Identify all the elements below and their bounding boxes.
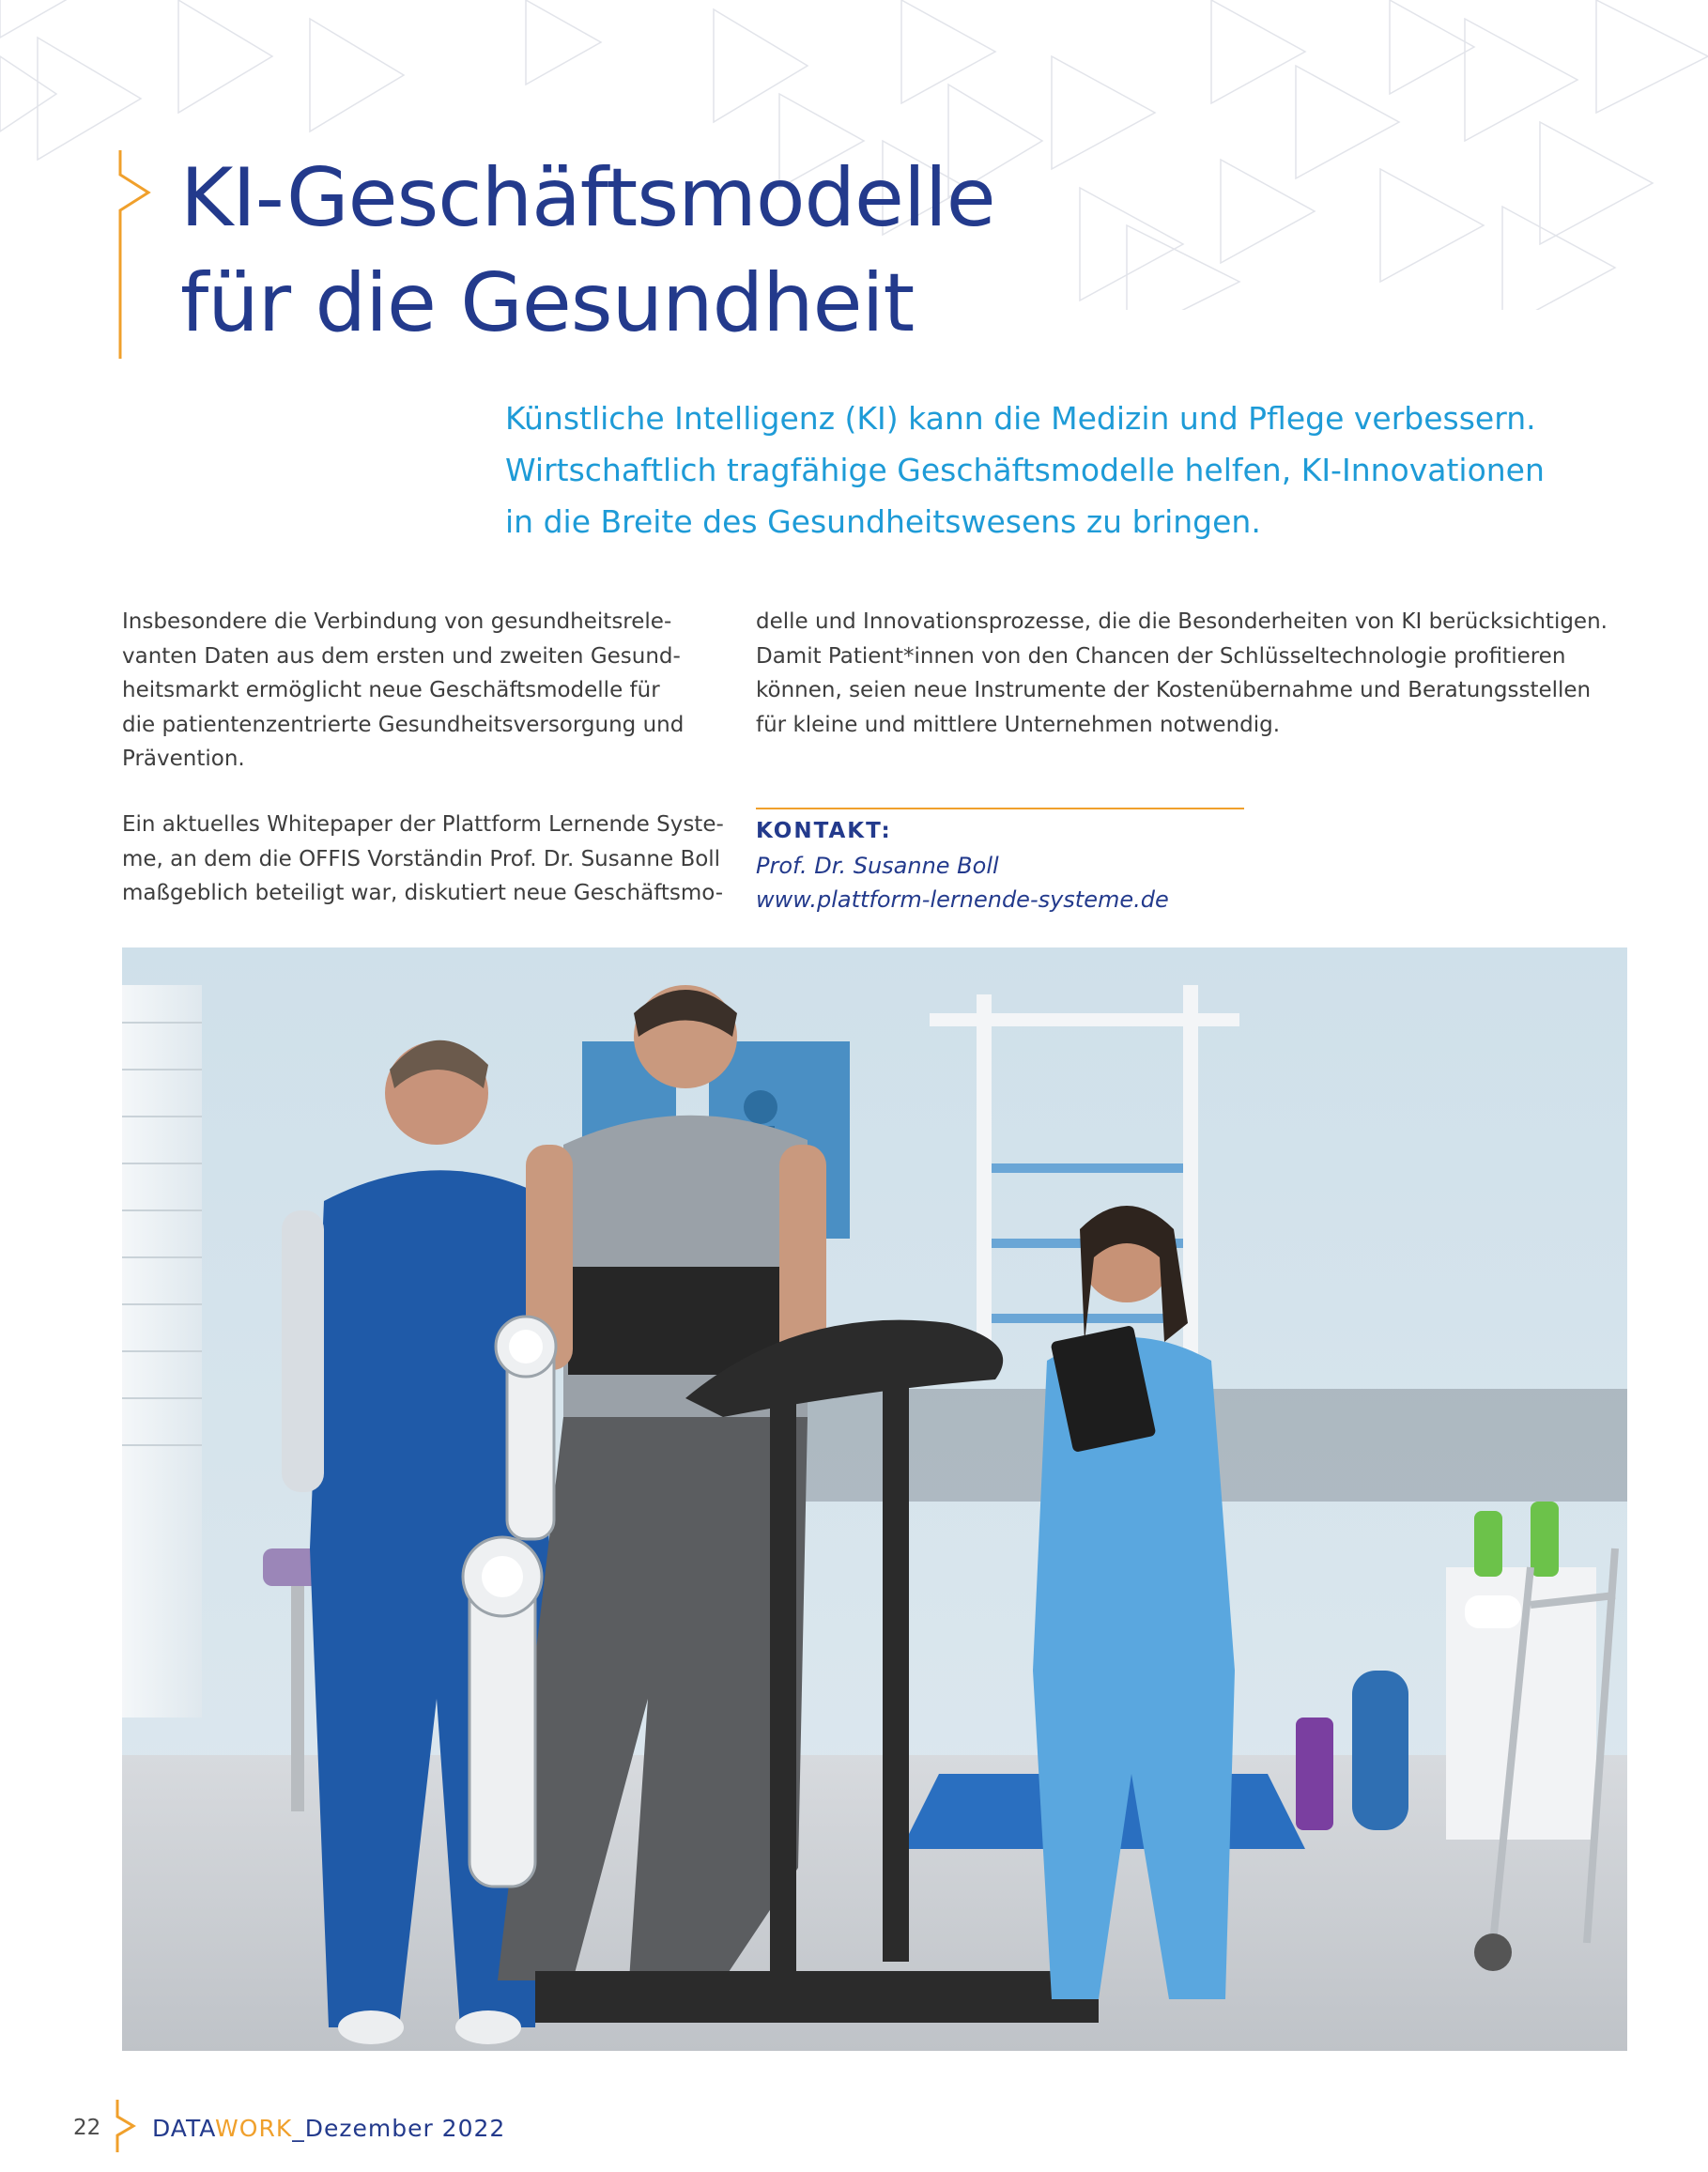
magazine-name-part: DATA [152,2115,216,2142]
lead-line: in die Breite des Gesundheitswesens zu bringen. [505,503,1261,540]
magazine-name-accent: WORK [215,2115,293,2142]
body-line: Prävention. [122,747,245,771]
contact-heading: KONTAKT: [756,819,892,843]
body-line: vanten Daten aus dem ersten und zweiten Gesund- [122,643,681,669]
body-paragraph-2 [122,808,724,911]
contact-url-link[interactable]: www.plattform-lernende-systeme.de [756,886,1169,913]
body-line: die patientenzentrierte Gesundheitsversorgung und [122,712,685,737]
article-lead [505,393,1585,547]
body-line: delle und Innovationsprozesse, die die Besonderheiten von KI berücksichtigen. [756,609,1608,634]
body-line: maßgeblich beteiligt war, diskutiert neue Geschäftsmo- [122,881,724,905]
rehab-clinic-photo [122,947,1627,2051]
body-paragraph-3 [756,605,1608,742]
title-line: für die Gesundheit [180,256,915,350]
title-line: KI-Geschäftsmodelle [180,151,995,245]
body-line: für kleine und mittlere Unternehmen notwendig. [756,712,1281,737]
lead-line: Wirtschaftlich tragfähige Geschäftsmodelle helfen, KI-Innovationen [505,452,1545,488]
title-accent-bracket [116,150,154,359]
body-line: me, an dem die OFFIS Vorständin Prof. Dr. Susanne Boll [122,846,721,871]
article-title [180,146,995,356]
footer-accent-bracket [115,2100,137,2152]
body-line: Ein aktuelles Whitepaper der Plattform Lernende Syste- [122,812,724,837]
body-line: können, seien neue Instrumente der Kostenübernahme und Beratungsstellen [756,678,1592,702]
magazine-issue: _Dezember 2022 [292,2115,506,2142]
body-line: Damit Patient*innen von den Chancen der Schlüsseltechnologie profitieren [756,643,1566,669]
body-line: Insbesondere die Verbindung von gesundheitsrele- [122,609,672,634]
contact-name: Prof. Dr. Susanne Boll [756,853,999,879]
body-paragraph-1 [122,605,684,777]
magazine-name [152,2115,505,2142]
body-line: heitsmarkt ermöglicht neue Geschäftsmodelle für [122,678,660,702]
lead-line: Künstliche Intelligenz (KI) kann die Medizin und Pflege verbessern. [505,400,1536,437]
contact-divider [756,808,1244,809]
page-number: 22 [73,2116,101,2140]
